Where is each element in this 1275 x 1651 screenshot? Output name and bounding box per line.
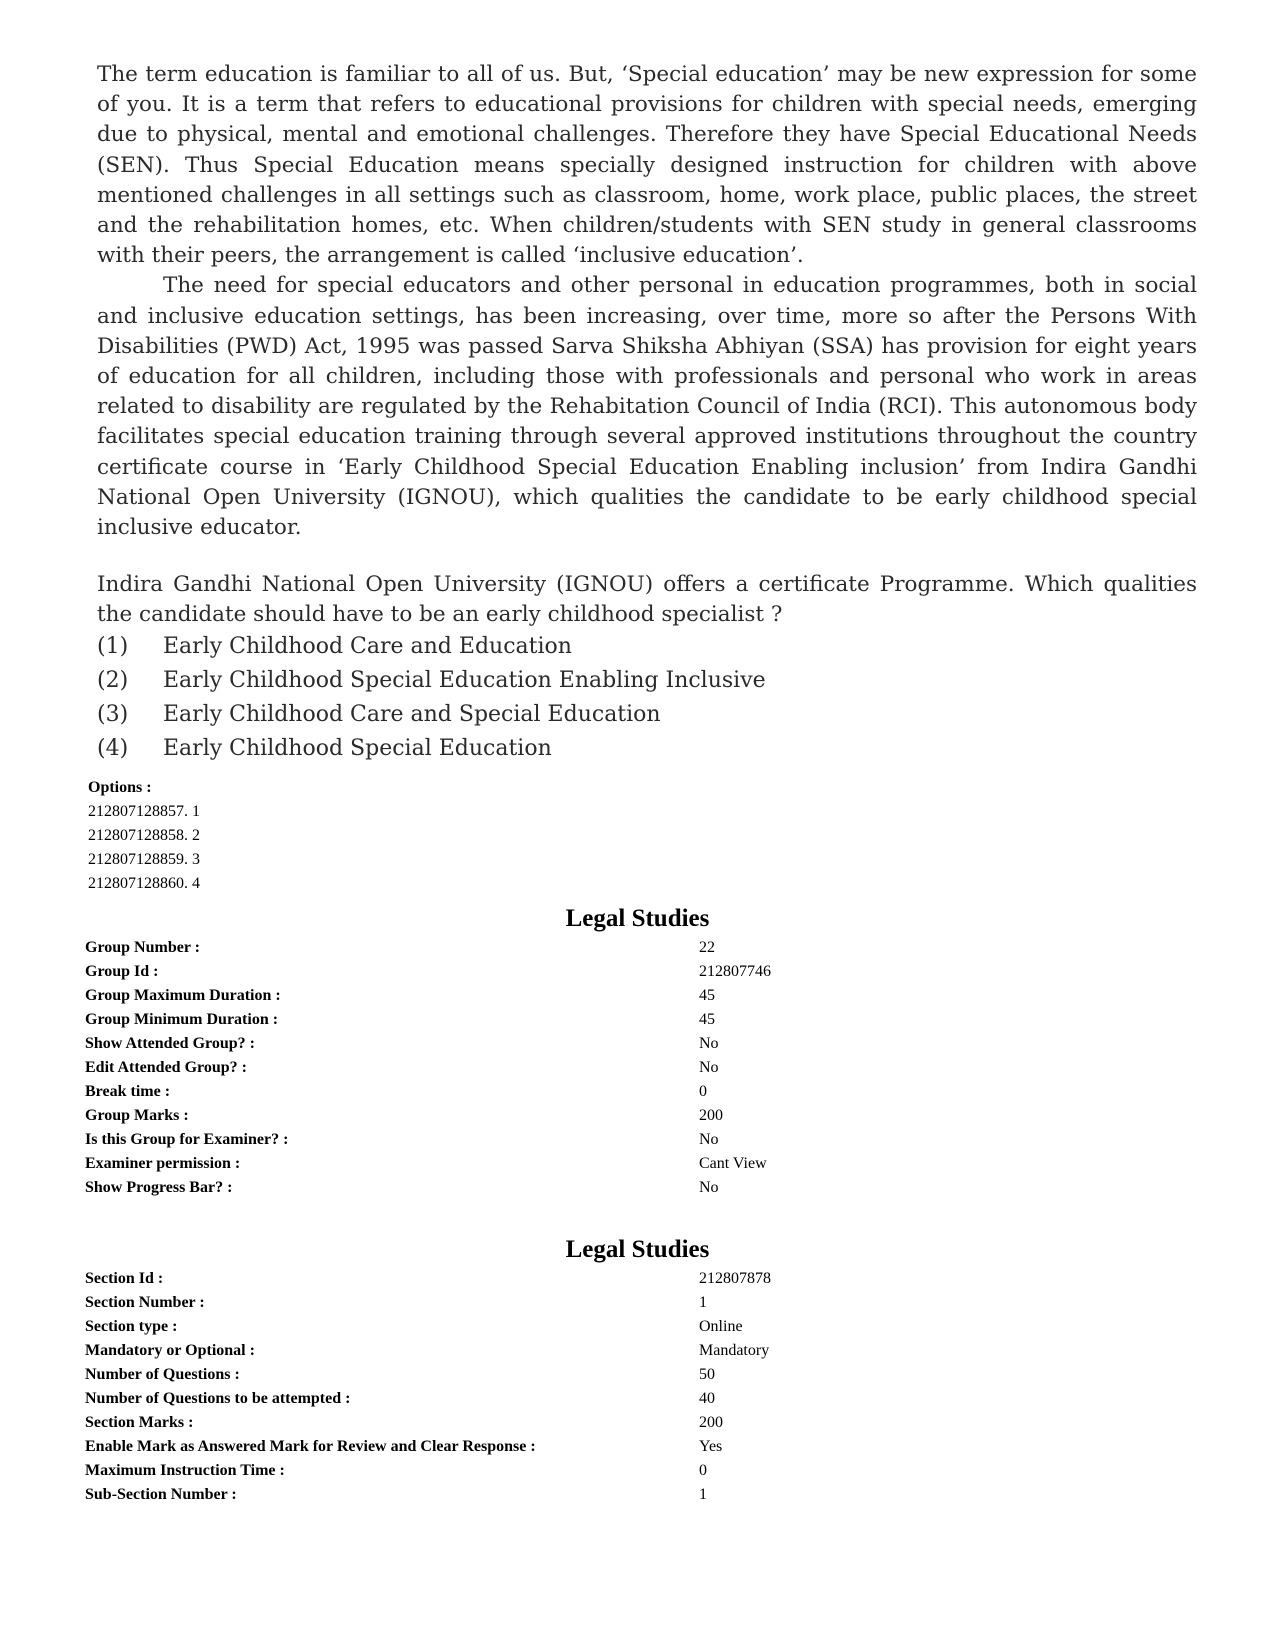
detail-value: 45 bbox=[699, 1011, 715, 1028]
detail-label: Examiner permission : bbox=[85, 1155, 241, 1172]
detail-label: Section Number : bbox=[85, 1294, 205, 1311]
choice-1 bbox=[97, 630, 997, 664]
detail-value: Yes bbox=[699, 1438, 723, 1455]
detail-label: Number of Questions to be attempted : bbox=[85, 1390, 351, 1407]
detail-label: Number of Questions : bbox=[85, 1366, 240, 1383]
options-list bbox=[88, 776, 200, 896]
detail-label: Group Number : bbox=[85, 939, 200, 956]
choice-number: (2) bbox=[97, 668, 129, 693]
choice-number: (1) bbox=[97, 634, 129, 659]
detail-value: 22 bbox=[699, 939, 715, 956]
detail-value: Mandatory bbox=[699, 1342, 770, 1359]
option-item: 212807128860. 4 bbox=[88, 875, 200, 892]
detail-label: Edit Attended Group? : bbox=[85, 1059, 247, 1076]
choice-3 bbox=[97, 698, 997, 732]
detail-row bbox=[85, 936, 1235, 960]
detail-value: 200 bbox=[699, 1414, 723, 1431]
detail-row bbox=[85, 1435, 1235, 1459]
detail-value: 50 bbox=[699, 1366, 715, 1383]
detail-row bbox=[85, 1339, 1235, 1363]
detail-value: 200 bbox=[699, 1107, 723, 1124]
detail-value: 0 bbox=[699, 1462, 707, 1479]
detail-row bbox=[85, 1008, 1235, 1032]
detail-row bbox=[85, 984, 1235, 1008]
answer-choices bbox=[97, 630, 997, 766]
option-item: 212807128857. 1 bbox=[88, 803, 200, 820]
detail-label: Show Attended Group? : bbox=[85, 1035, 255, 1052]
choice-text: Early Childhood Special Education bbox=[163, 736, 552, 761]
detail-label: Section Id : bbox=[85, 1270, 164, 1287]
detail-value: No bbox=[699, 1035, 719, 1052]
section-title: Legal Studies bbox=[565, 1236, 710, 1263]
detail-row bbox=[85, 1315, 1235, 1339]
detail-value: 0 bbox=[699, 1083, 707, 1100]
detail-row bbox=[85, 1483, 1235, 1507]
detail-value: 212807878 bbox=[699, 1270, 771, 1287]
detail-value: 1 bbox=[699, 1294, 707, 1311]
detail-label: Break time : bbox=[85, 1083, 171, 1100]
detail-label: Section Marks : bbox=[85, 1414, 194, 1431]
detail-value: 212807746 bbox=[699, 963, 771, 980]
detail-row bbox=[85, 1176, 1235, 1200]
detail-value: 45 bbox=[699, 987, 715, 1004]
detail-label: Mandatory or Optional : bbox=[85, 1342, 255, 1359]
detail-row bbox=[85, 1411, 1235, 1435]
detail-label: Maximum Instruction Time : bbox=[85, 1462, 285, 1479]
detail-value: 40 bbox=[699, 1390, 715, 1407]
detail-row bbox=[85, 1032, 1235, 1056]
choice-number: (3) bbox=[97, 702, 129, 727]
option-item: 212807128858. 2 bbox=[88, 827, 200, 844]
choice-text: Early Childhood Care and Education bbox=[163, 634, 572, 659]
choice-number: (4) bbox=[97, 736, 129, 761]
detail-value: No bbox=[699, 1059, 719, 1076]
detail-label: Group Maximum Duration : bbox=[85, 987, 281, 1004]
detail-row bbox=[85, 1387, 1235, 1411]
detail-row bbox=[85, 1080, 1235, 1104]
passage bbox=[97, 60, 1197, 543]
detail-label: Group Marks : bbox=[85, 1107, 189, 1124]
detail-label: Show Progress Bar? : bbox=[85, 1179, 233, 1196]
detail-row bbox=[85, 1128, 1235, 1152]
detail-value: No bbox=[699, 1131, 719, 1148]
options-heading: Options : bbox=[88, 779, 152, 796]
detail-value: Cant View bbox=[699, 1155, 767, 1172]
group-title: Legal Studies bbox=[565, 905, 710, 932]
detail-row bbox=[85, 1291, 1235, 1315]
choice-text: Early Childhood Care and Special Education bbox=[163, 702, 661, 727]
detail-row bbox=[85, 1459, 1235, 1483]
detail-row bbox=[85, 1104, 1235, 1128]
detail-row bbox=[85, 1056, 1235, 1080]
passage-paragraph-2: The need for special educators and other personal in education programmes, both in social and inclusive education settings, has been increasing, over time, more so after the Persons With Disabilities (PWD) Act, 1995 was passed Sarva Shiksha Abhiyan (SSA) has provision for eight years of education for all children, including those with professionals and personal who work in areas related to disability are regulated by the Rehabitation Council of India (RCI). This autonomous body facilitates special education training through several approved institutions throughout the country certificate course in ‘Early Childhood Special Education Enabling inclusion’ from Indira Gandhi National Open University (IGNOU), which qualities the candidate to be early childhood special inclusive educator. bbox=[97, 273, 1197, 541]
detail-label: Sub-Section Number : bbox=[85, 1486, 237, 1503]
choice-text: Early Childhood Special Education Enabling Inclusive bbox=[163, 668, 766, 693]
option-item: 212807128859. 3 bbox=[88, 851, 200, 868]
passage-paragraph-1: The term education is familiar to all of us. But, ‘Special education’ may be new expression for some of you. It is a term that refers to educational provisions for children with special needs, emerging due to physical, mental and emotional challenges. Therefore they have Special Educational Needs (SEN). Thus Special Education means specially designed instruction for children with above mentioned challenges in all settings such as classroom, home, work place, public places, the street and the rehabilitation homes, etc. When children/students with SEN study in general classrooms with their peers, the arrangement is called ‘inclusive education’. bbox=[97, 62, 1197, 269]
choice-4 bbox=[97, 732, 997, 766]
question-text: Indira Gandhi National Open University (IGNOU) offers a certificate Programme. Which qualities the candidate should have to be an early childhood specialist ? bbox=[97, 572, 1197, 628]
detail-label: Section type : bbox=[85, 1318, 178, 1335]
detail-value: Online bbox=[699, 1318, 743, 1335]
detail-label: Enable Mark as Answered Mark for Review and Clear Response : bbox=[85, 1438, 536, 1455]
detail-label: Group Minimum Duration : bbox=[85, 1011, 279, 1028]
detail-value: 1 bbox=[699, 1486, 707, 1503]
group-details bbox=[85, 936, 1235, 1200]
detail-row bbox=[85, 1267, 1235, 1291]
detail-row bbox=[85, 960, 1235, 984]
detail-label: Is this Group for Examiner? : bbox=[85, 1131, 289, 1148]
detail-label: Group Id : bbox=[85, 963, 159, 980]
choice-2 bbox=[97, 664, 997, 698]
detail-value: No bbox=[699, 1179, 719, 1196]
detail-row bbox=[85, 1152, 1235, 1176]
section-details bbox=[85, 1267, 1235, 1507]
detail-row bbox=[85, 1363, 1235, 1387]
